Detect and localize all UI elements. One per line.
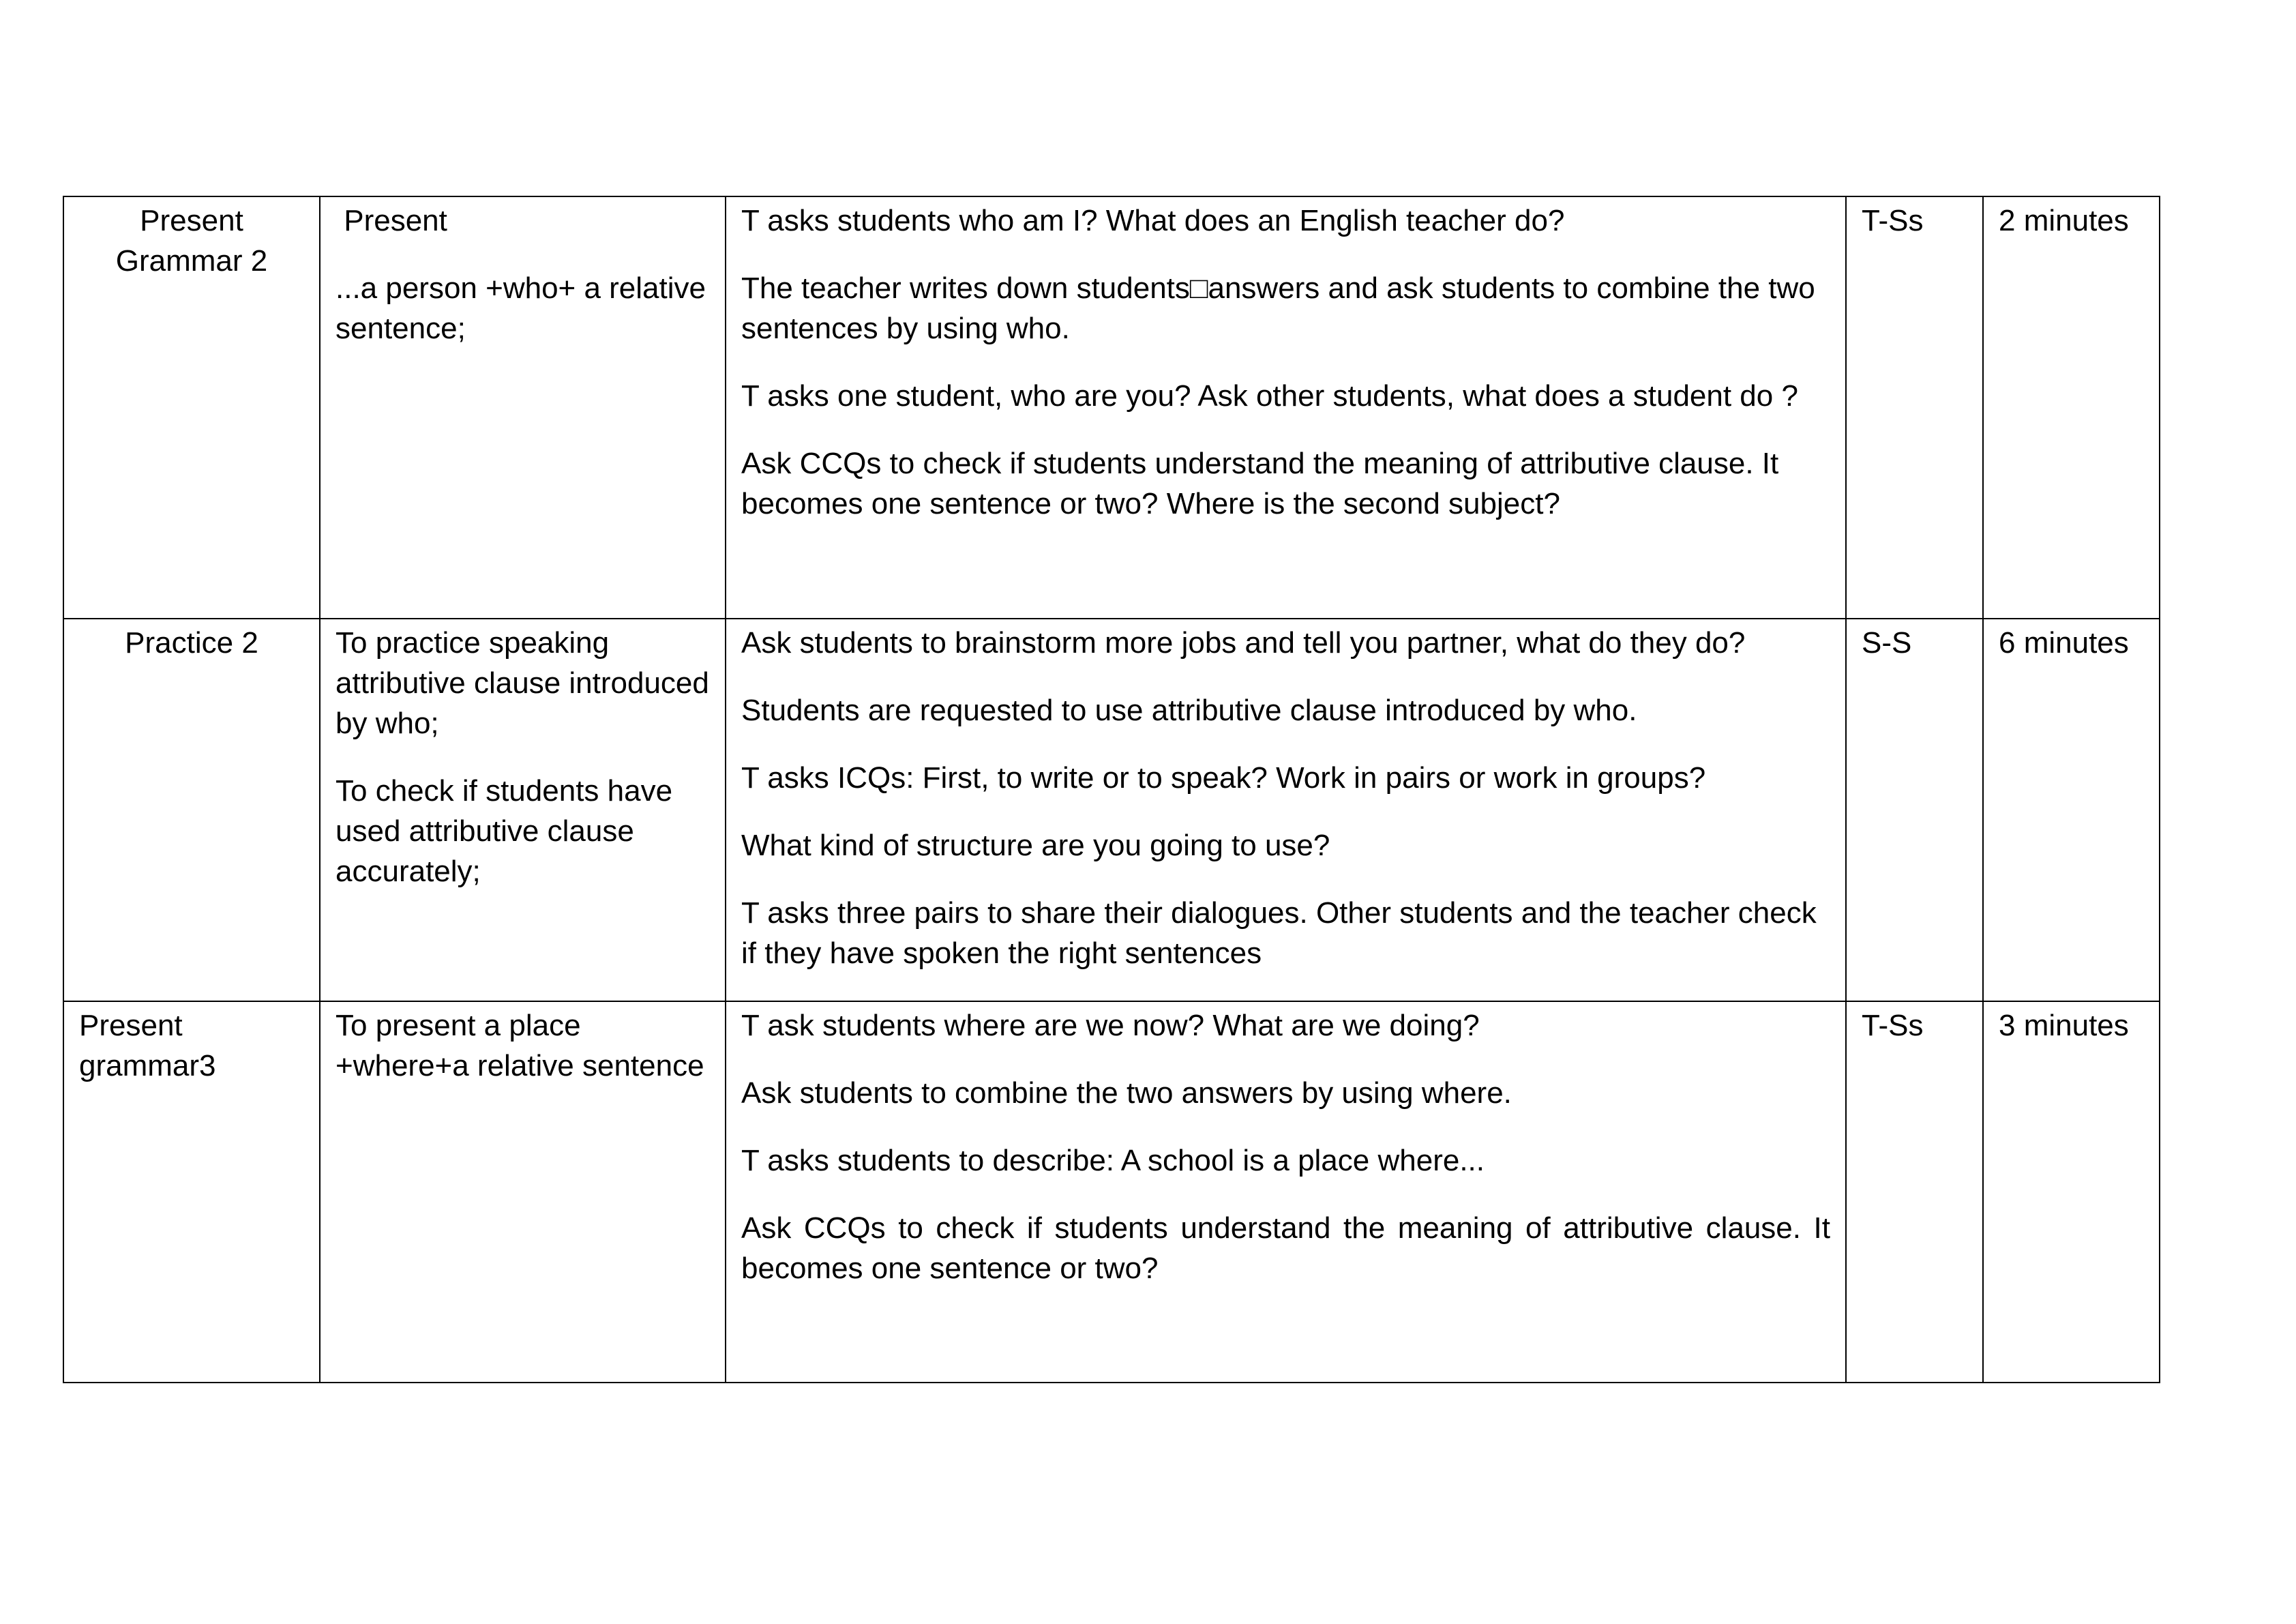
stage-cell — [63, 196, 320, 619]
stage-text: Present — [140, 204, 243, 237]
table-row — [63, 1001, 2160, 1383]
stage-cell — [63, 1001, 320, 1383]
time-text: 2 minutes — [1999, 204, 2129, 237]
procedure-text: T asks ICQs: First, to write or to speak? Work in pairs or work in groups? — [741, 761, 1706, 795]
aim-cell — [320, 1001, 726, 1383]
interaction-cell — [1846, 1001, 1983, 1383]
aim-text: To present a place +where+a relative sentence — [336, 1009, 704, 1082]
aim-cell — [320, 619, 726, 1001]
procedure-text: What kind of structure are you going to use? — [741, 829, 1330, 862]
aim-text: To check if students have used attributive clause accurately; — [336, 774, 673, 888]
stage-text: grammar3 — [79, 1049, 216, 1082]
interaction-text: T-Ss — [1862, 204, 1924, 237]
time-text: 6 minutes — [1999, 626, 2129, 660]
time-text: 3 minutes — [1999, 1009, 2129, 1042]
time-cell — [1983, 196, 2160, 619]
stage-cell — [63, 619, 320, 1001]
procedure-cell — [726, 1001, 1846, 1383]
table-row — [63, 619, 2160, 1001]
lesson-plan-table — [63, 196, 2160, 1383]
procedure-text: Ask CCQs to check if students understand the meaning of attributive clause. It becomes one sentence or two? — [741, 1211, 1830, 1285]
procedure-text: T asks students who am I? What does an English teacher do? — [741, 204, 1565, 237]
procedure-text: T asks students to describe: A school is a place where... — [741, 1144, 1485, 1177]
procedure-text: Ask students to brainstorm more jobs and tell you partner, what do they do? — [741, 626, 1746, 660]
aim-text: Present — [336, 204, 447, 237]
procedure-text: Ask CCQs to check if students understand the meaning of attributive clause. It becomes one sentence or two? Where is the second subject? — [741, 447, 1779, 520]
time-cell — [1983, 1001, 2160, 1383]
procedure-cell — [726, 196, 1846, 619]
procedure-text: Students are requested to use attributive clause introduced by who. — [741, 694, 1637, 727]
aim-text: ...a person +who+ a relative sentence; — [336, 271, 706, 345]
aim-cell — [320, 196, 726, 619]
stage-text: Present — [79, 1009, 183, 1042]
stage-text: Grammar 2 — [115, 244, 268, 278]
procedure-cell — [726, 619, 1846, 1001]
stage-text: Practice 2 — [125, 626, 258, 660]
procedure-text: T asks three pairs to share their dialogues. Other students and the teacher check if they have spoken the right sentences — [741, 896, 1817, 970]
interaction-cell — [1846, 619, 1983, 1001]
interaction-text: T-Ss — [1862, 1009, 1924, 1042]
procedure-text: Ask students to combine the two answers by using where. — [741, 1076, 1512, 1110]
table-row — [63, 196, 2160, 619]
procedure-text: T asks one student, who are you? Ask other students, what does a student do ? — [741, 379, 1798, 413]
interaction-cell — [1846, 196, 1983, 619]
time-cell — [1983, 619, 2160, 1001]
aim-text: To practice speaking attributive clause introduced by who; — [336, 626, 709, 740]
procedure-text: The teacher writes down students□answers and ask students to combine the two sentences by using who. — [741, 271, 1815, 345]
procedure-text: T ask students where are we now? What are we doing? — [741, 1009, 1480, 1042]
interaction-text: S-S — [1862, 626, 1912, 660]
